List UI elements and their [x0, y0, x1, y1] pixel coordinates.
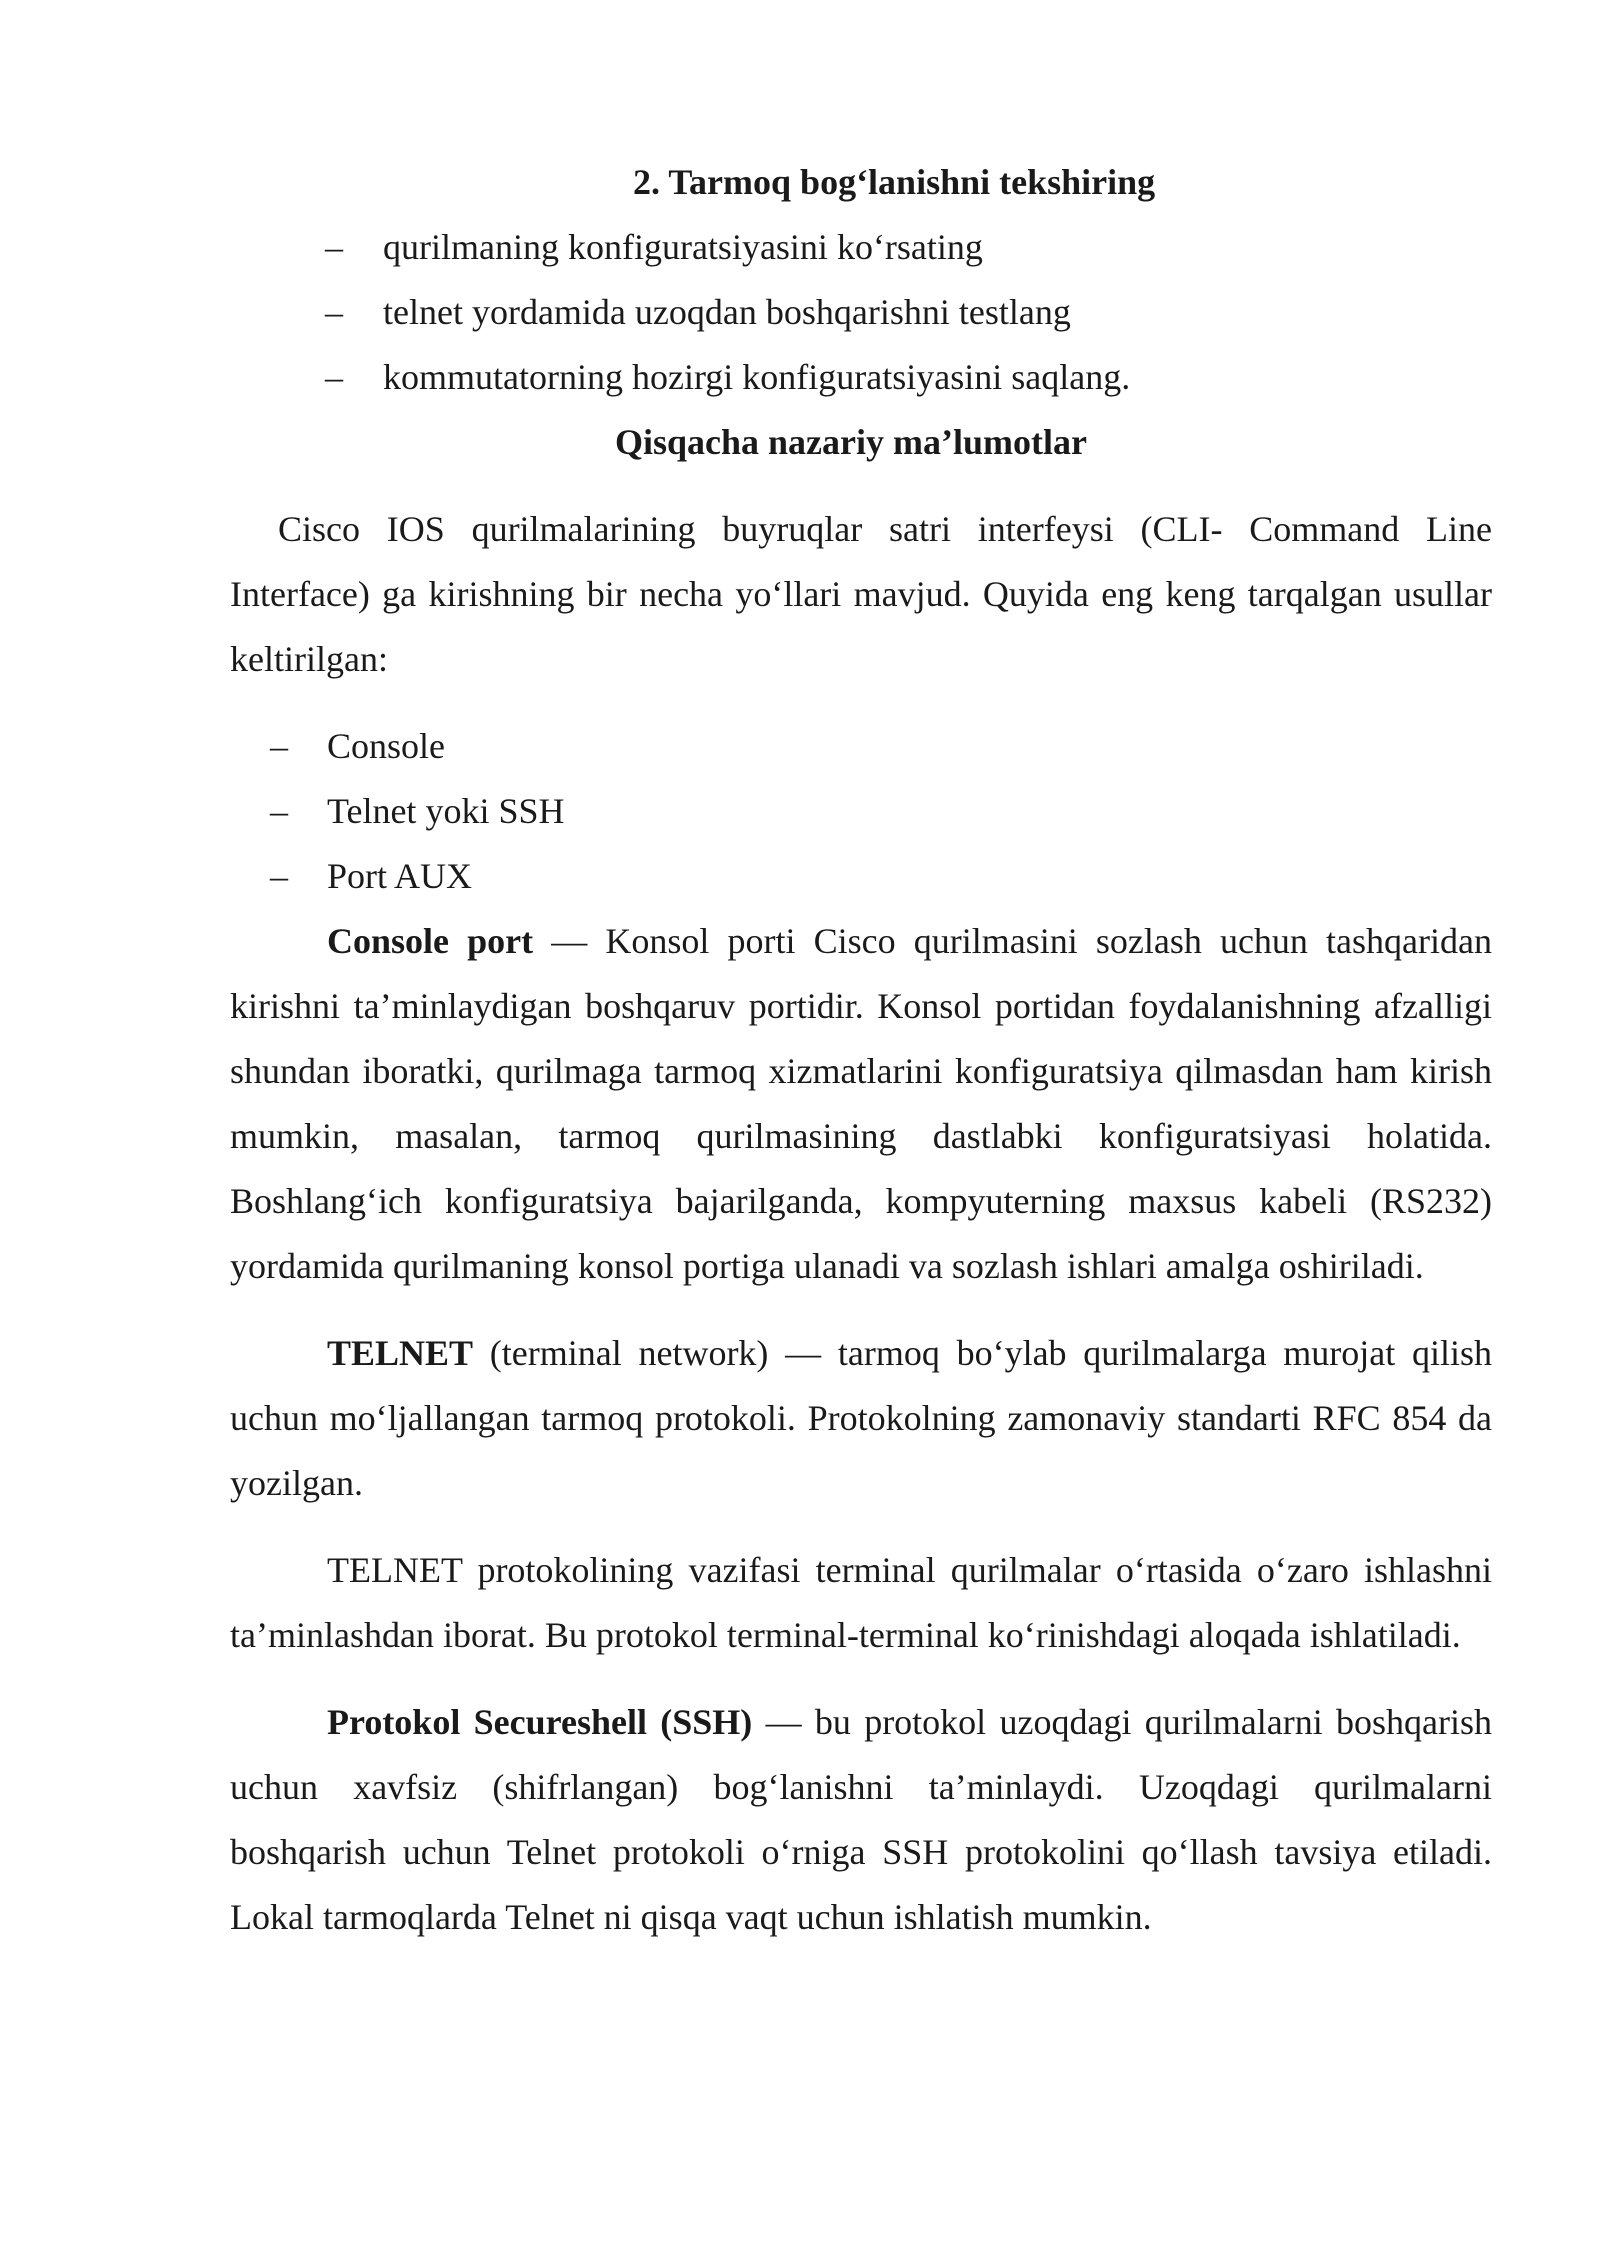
console-port-paragraph: Console port — Konsol porti Cisco qurilmasini sozlash uchun tashqaridan kirishni ta’minlaydigan boshqaruv portidir. Konsol portidan foydalanishning afzalligi shundan iboratki, qurilmaga tarmoq xizmatlarini konfiguratsiya qilmasdan ham kirish mumkin, masalan, tarmoq qurilmasining dastlabki konfiguratsiyasi holatida. Boshlang‘ich konfiguratsiya bajarilganda, kompyuterning maxsus kabeli (RS232) yordamida qurilmaning konsol portiga ulanadi va sozlash ishlari amalga oshiriladi. — [230, 921, 1492, 1286]
access-methods-list — [230, 714, 1492, 909]
console-port-term: Console port — [327, 921, 534, 961]
list-item: – Telnet yoki SSH — [230, 779, 1492, 844]
dash-bullet: – — [270, 726, 288, 766]
intro-paragraph: Cisco IOS qurilmalarining buyruqlar satri interfeysi (CLI- Command Line Interface) ga kirishning bir necha yo‘llari mavjud. Quyida eng keng tarqalgan usullar keltirilgan: — [230, 509, 1492, 679]
list-item: – telnet yordamida uzoqdan boshqarishni testlang — [230, 280, 1492, 345]
list-item: – kommutatorning hozirgi konfiguratsiyasini saqlang. — [230, 345, 1492, 410]
spacer — [230, 692, 1492, 714]
theory-heading: Qisqacha nazariy ma’lumotlar — [615, 422, 1087, 462]
spacer — [230, 1516, 1492, 1538]
dash-bullet: – — [325, 292, 343, 332]
document-page — [230, 150, 1492, 1950]
list-item: – qurilmaning konfiguratsiyasini ko‘rsating — [230, 215, 1492, 280]
spacer — [230, 1668, 1492, 1690]
dash-bullet: – — [270, 856, 288, 896]
ssh-paragraph: Protokol Secureshell (SSH) — bu protokol uzoqdagi qurilmalarni boshqarish uchun xavfsiz (shifrlangan) bog‘lanishni ta’minlaydi. Uzoqdagi qurilmalarni boshqarish uchun Telnet protokoli o‘rniga SSH protokolini qo‘llash tavsiya etiladi. Lokal tarmoqlarda Telnet ni qisqa vaqt uchun ishlatish mumkin. — [230, 1702, 1492, 1937]
dash-bullet: – — [270, 791, 288, 831]
telnet-paragraph: TELNET (terminal network) — tarmoq bo‘ylab qurilmalarga murojat qilish uchun mo‘ljallangan tarmoq protokoli. Protokolning zamonaviy standarti RFC 854 da yozilgan. — [230, 1333, 1492, 1503]
spacer — [230, 475, 1492, 497]
section-heading: 2. Tarmoq bog‘lanishni tekshiring — [633, 162, 1156, 202]
spacer — [230, 1299, 1492, 1321]
telnet-task-paragraph: TELNET protokolining vazifasi terminal qurilmalar o‘rtasida o‘zaro ishlashni ta’minlashdan iborat. Bu protokol terminal-terminal ko‘rinishdagi aloqada ishlatiladi. — [230, 1550, 1492, 1655]
task-list — [230, 215, 1492, 410]
telnet-term: TELNET — [327, 1333, 474, 1373]
list-item: – Port AUX — [230, 844, 1492, 909]
dash-bullet: – — [325, 357, 343, 397]
ssh-term: Protokol Secureshell (SSH) — [327, 1702, 753, 1742]
list-item: – Console — [230, 714, 1492, 779]
dash-bullet: – — [325, 227, 343, 267]
